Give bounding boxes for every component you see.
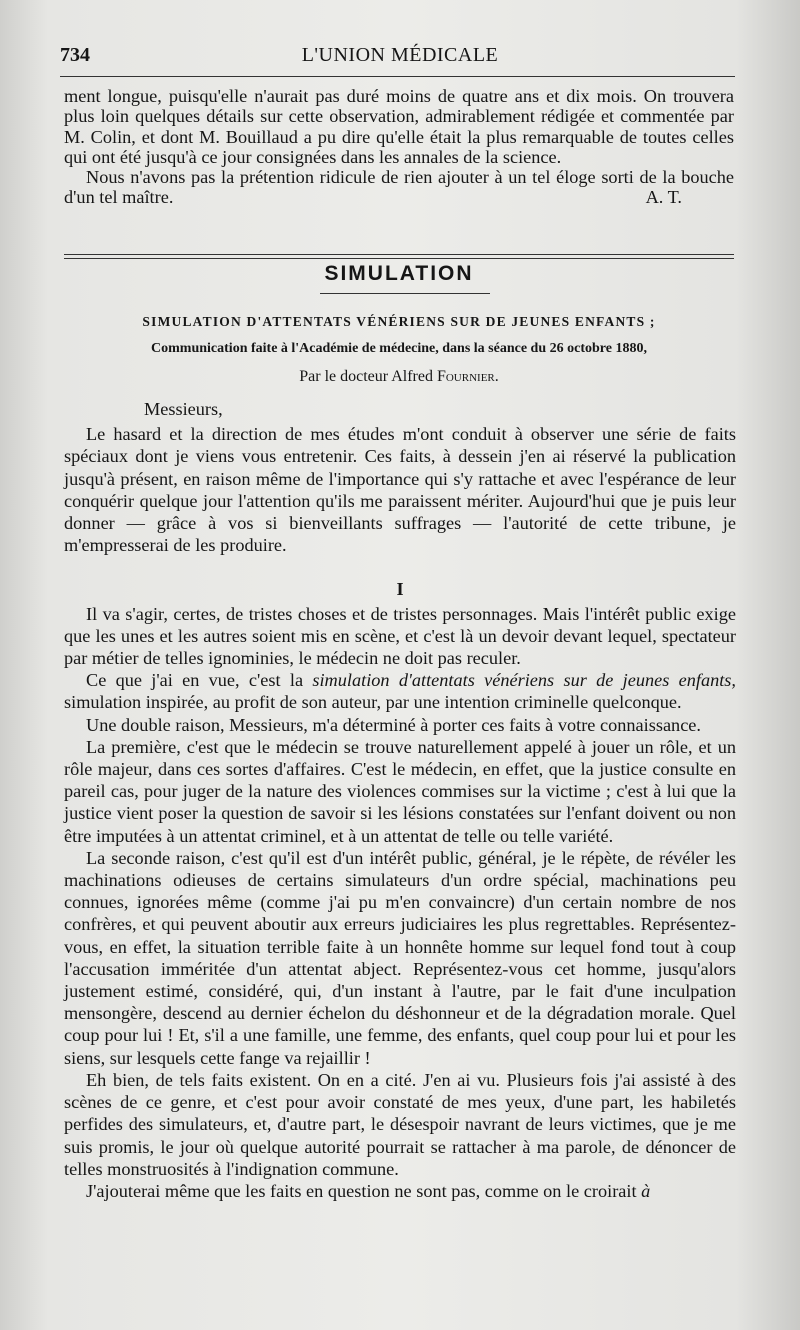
paragraph-text: J'ajouterai même que les faits en question ne sont pas, comme on le croirait <box>86 1180 637 1201</box>
intro-closing-text: Nous n'avons pas la prétention ridicule de rien ajouter à un tel éloge sorti de la bouche d'un tel maître. <box>64 167 734 208</box>
author-line <box>64 368 734 386</box>
paragraph: La seconde raison, c'est qu'il est d'un intérêt public, général, je le répète, de révéler les machinations odieuses de certains simulateurs d'un ordre spécial, machinations peu connues, ignorées même (comme j'ai pu m'en convaincre) d'un certain nombre de nos confrères, et qui peuvent aboutir aux erreurs judiciaires les plus regrettables. Représentez-vous, en effet, la situation terrible faite à un honnête homme sur lequel fond tout à coup l'accusation imméritée d'un attentat abject. Représentez-vous cet homme, jusqu'alors justement estimé, considéré, qui, d'un instant à l'autre, par le fait d'une inculpation mensongère, descend au dernier échelon du déshonneur et de la dégradation morale. Quel coup pour lui ! Et, s'il a une famille, une femme, des enfants, quel coup pour lui et pour les siens, sur lesquels cette fange va rejaillir ! <box>64 847 736 1068</box>
emphasis-text: à <box>641 1180 651 1201</box>
running-head: L'UNION MÉDICALE <box>301 44 499 66</box>
paragraph: Eh bien, de tels faits existent. On en a cité. J'en ai vu. Plusieurs fois j'ai assisté à des scènes de ce genre, et c'est pour avoir constaté de mes yeux, d'une part, les habiletés perfides des simulateurs, et, d'autre part, le désespoir navrant de leurs victimes, que je me suis promis, le jour où quelque autorité pourrait se rattacher à ma parole, de dénoncer de telles monstruosités à l'indignation commune. <box>64 1069 736 1179</box>
intro-text <box>64 86 734 208</box>
emphasis-text: simulation d'attentats vénériens sur de jeunes enfants, <box>312 670 736 691</box>
paragraph: La première, c'est que le médecin se trouve naturellement appelé à jouer un rôle, et un rôle majeur, dans ces sortes d'affaires. C'est le médecin, en effet, que la justice consulte en pareil cas, pour juger de la nature des violences commises sur la victime ; c'est à lui que la justice vient poser la question de savoir si les lésions constatées sur l'enfant doivent ou non être imputées à un attentat criminel, et à un attentat de telle ou telle variété. <box>64 736 736 846</box>
paragraph-text: Ce que j'ai en vue, c'est la <box>86 670 304 691</box>
article-body <box>64 398 736 1202</box>
author-prefix: Par le docteur Alfred <box>299 368 433 385</box>
paragraph <box>64 1180 736 1202</box>
section-title: SIMULATION <box>324 262 474 285</box>
page-number: 734 <box>60 44 90 66</box>
intro-paragraph: ment longue, puisqu'elle n'aurait pas duré moins de quatre ans et dix mois. On trouvera plus loin quelques détails sur cette observation, admirablement rédigée et commentée par M. Colin, et dont M. Bouillaud a pu dire qu'elle était la plus remarquable de toutes celles qui ont été jusqu'à ce jour consignées dans les annales de la science. <box>64 86 734 167</box>
section-divider <box>64 254 734 255</box>
author-name: Fournier. <box>436 368 499 385</box>
section-number: I <box>396 579 404 600</box>
title-rule <box>320 293 490 294</box>
paragraph: Le hasard et la direction de mes études m'ont conduit à observer une série de faits spéciaux dont je viens vous entretenir. Ces faits, à dessein j'en ai réservé la publication jusqu'à présent, en raison même de l'importance qui s'y rattache et avec l'espérance de leur conquérir quelque jour l'attention qu'ils me paraissent mériter. Aujourd'hui que je puis leur donner — grâce à vos si bienveillants suffrages — l'autorité de cette tribune, je m'empresserai de les produire. <box>64 424 736 556</box>
header-rule <box>60 76 735 77</box>
paragraph-text: simulation inspirée, au profit de son auteur, par une intention criminelle quelconque. <box>64 692 682 713</box>
intro-paragraph <box>64 167 734 208</box>
page-header <box>60 44 740 70</box>
signature: A. T. <box>645 187 682 208</box>
communication-note: Communication faite à l'Académie de médecine, dans la séance du 26 octobre 1880, <box>151 341 647 356</box>
paragraph: Il va s'agir, certes, de tristes choses et de tristes personnages. Mais l'intérêt public exige que les unes et les autres soient mis en scène, et c'est là un devoir devant lequel, spectateur par métier de telles ignominies, le médecin ne doit pas reculer. <box>64 603 736 669</box>
salutation: Messieurs, <box>144 399 223 419</box>
paragraph <box>64 669 736 713</box>
paragraph: Une double raison, Messieurs, m'a déterminé à porter ces faits à votre connaissance. <box>86 714 701 735</box>
section-divider <box>64 258 734 259</box>
article-subtitle: SIMULATION D'ATTENTATS VÉNÉRIENS SUR DE JEUNES ENFANTS ; <box>142 314 656 329</box>
